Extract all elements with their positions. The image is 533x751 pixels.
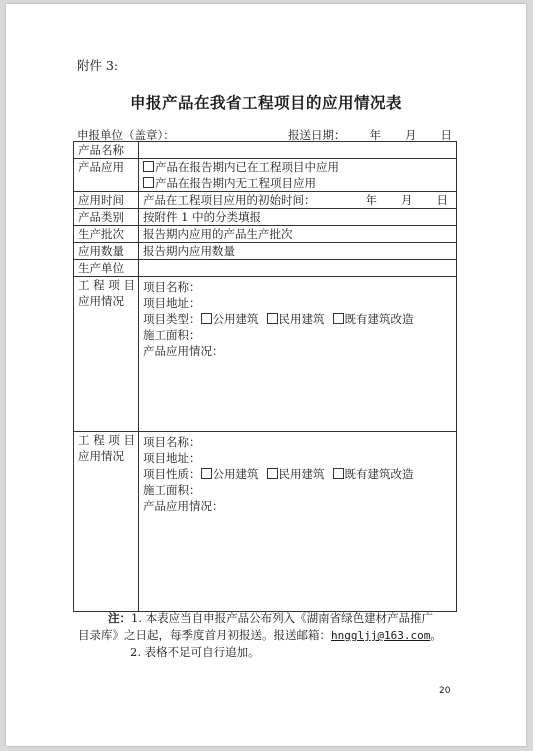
product-application-status: 产品应用情况： <box>143 344 224 358</box>
month-label: 月 <box>401 193 413 207</box>
application-time-label: 应用时间 <box>74 192 139 209</box>
production-batch-label: 生产批次 <box>74 226 139 243</box>
project-name: 项目名称： <box>143 280 201 294</box>
product-category-label: 产品类别 <box>74 209 139 226</box>
project-details-2[interactable] <box>139 432 457 612</box>
reporting-unit-label: 申报单位（盖章）： <box>77 128 175 142</box>
construction-area: 施工面积： <box>143 328 201 342</box>
project-name: 项目名称： <box>143 435 201 449</box>
product-application-status: 产品应用情况： <box>143 499 224 513</box>
checkbox-icon[interactable] <box>143 177 154 188</box>
application-form-table <box>73 141 457 612</box>
row-project-block-2 <box>74 432 457 612</box>
checkbox-icon[interactable] <box>201 468 212 479</box>
day-label: 日 <box>440 128 452 142</box>
row-application-quantity <box>74 243 457 260</box>
applied-option[interactable]: 产品在报告期内已在工程项目中应用 <box>143 159 452 175</box>
note-1-line-2: 目录库》之日起，每季度首月初报送。报送邮箱：hnggljj@163.com。 <box>78 628 442 642</box>
application-quantity-field[interactable]: 报告期内应用数量 <box>139 243 457 260</box>
checkbox-icon[interactable] <box>333 313 344 324</box>
project-address: 项目地址： <box>143 451 201 465</box>
year-label: 年 <box>365 193 377 207</box>
attachment-label: 附件 3: <box>77 58 119 73</box>
project-type: 项目类型： 公用建筑 民用建筑 既有建筑改造 <box>143 312 414 326</box>
checkbox-icon[interactable] <box>201 313 212 324</box>
producer-field[interactable] <box>139 260 457 277</box>
report-date-label: 报送日期： <box>288 128 346 142</box>
row-application-time <box>74 192 457 209</box>
product-name-field[interactable] <box>139 142 457 159</box>
note-2: 2. 表格不足可自行追加。 <box>130 645 260 659</box>
checkbox-icon[interactable] <box>267 313 278 324</box>
product-application-label: 产品应用 <box>74 159 139 192</box>
row-producer <box>74 260 457 277</box>
checkbox-icon[interactable] <box>143 161 154 172</box>
page-number: 20 <box>439 686 451 696</box>
application-time-field[interactable]: 产品在工程项目应用的初始时间： 年 月 日 <box>139 192 457 209</box>
producer-label: 生产单位 <box>74 260 139 277</box>
checkbox-icon[interactable] <box>267 468 278 479</box>
not-applied-option[interactable]: 产品在报告期内无工程项目应用 <box>143 175 452 191</box>
application-quantity-label: 应用数量 <box>74 243 139 260</box>
construction-area: 施工面积： <box>143 483 201 497</box>
project-address: 项目地址： <box>143 296 201 310</box>
row-product-category <box>74 209 457 226</box>
project-nature: 项目性质： 公用建筑 民用建筑 既有建筑改造 <box>143 467 414 481</box>
project-details-1[interactable] <box>139 277 457 432</box>
project-application-label: 工 程 项 目 应用情况 <box>74 432 139 612</box>
project-application-label: 工 程 项 目 应用情况 <box>74 277 139 432</box>
checkbox-icon[interactable] <box>333 468 344 479</box>
production-batch-field[interactable]: 报告期内应用的产品生产批次 <box>139 226 457 243</box>
page-title: 申报产品在我省工程项目的应用情况表 <box>129 93 402 112</box>
month-label: 月 <box>405 128 417 142</box>
product-category-field[interactable]: 按附件 1 中的分类填报 <box>139 209 457 226</box>
note-prefix: 注： <box>108 611 131 625</box>
email-address[interactable]: hnggljj@163.com <box>331 629 431 642</box>
day-label: 日 <box>436 193 448 207</box>
year-label: 年 <box>369 128 381 142</box>
row-product-name <box>74 142 457 159</box>
product-application-options <box>139 159 457 192</box>
note-1-line-1: 注：1. 本表应当自申报产品公布列入《湖南省绿色建材产品推广 <box>108 611 434 625</box>
row-project-block-1 <box>74 277 457 432</box>
document-page <box>6 4 526 746</box>
row-production-batch <box>74 226 457 243</box>
product-name-label: 产品名称 <box>74 142 139 159</box>
row-product-application <box>74 159 457 192</box>
